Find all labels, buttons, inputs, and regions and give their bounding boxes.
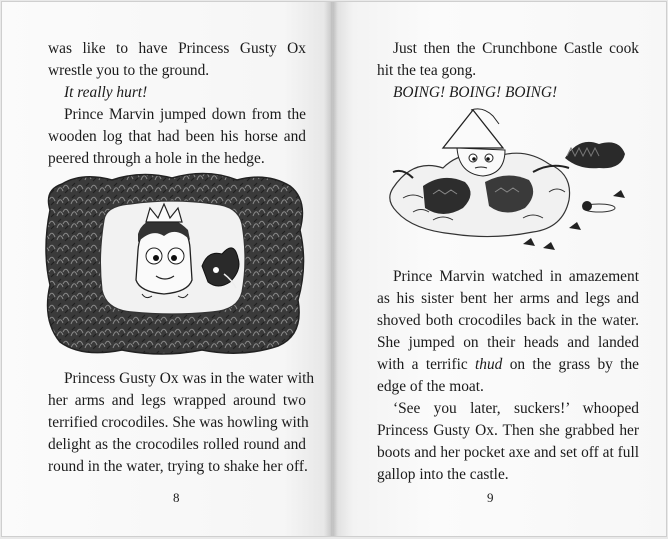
text-line: Prince Marvin watched in amazement xyxy=(393,268,639,285)
text-line: as his sister bent her arms and legs and xyxy=(377,290,639,307)
italic-text: thud xyxy=(475,356,503,373)
paragraph xyxy=(377,82,639,104)
text-line: edge of the moat. xyxy=(377,378,484,395)
left-page-bottom-text xyxy=(48,368,315,478)
text-line: ‘See you later, suckers!’ whooped xyxy=(393,400,639,417)
text-line: wrestle you to the ground. xyxy=(48,62,210,79)
text-line: her arms and legs wrapped around two xyxy=(48,392,306,409)
page-number: 9 xyxy=(487,490,494,505)
text-line: She jumped on their heads and landed xyxy=(377,334,639,351)
paragraph xyxy=(48,368,315,478)
paragraph xyxy=(377,398,639,486)
text-line: Just then the Crunchbone Castle cook xyxy=(393,40,639,57)
italic-text: It really hurt! xyxy=(64,84,148,101)
italic-text: BOING! BOING! BOING! xyxy=(393,84,558,101)
text-line: wooden log that had been his horse and xyxy=(48,128,306,145)
book-spread xyxy=(1,1,667,537)
paragraph xyxy=(48,38,306,82)
text-line xyxy=(377,354,639,376)
paragraph xyxy=(377,266,639,398)
right-page xyxy=(333,2,667,536)
hedge-illustration xyxy=(42,170,308,356)
right-page-bottom-text xyxy=(377,266,639,486)
text-line: Princess Gusty Ox. Then she grabbed her xyxy=(377,422,639,439)
left-page-top-text xyxy=(48,38,306,170)
text-line: shoved both crocodiles back in the water. xyxy=(377,312,639,329)
right-page-top-text xyxy=(377,38,639,104)
text-run: on the grass by the xyxy=(502,356,639,373)
text-line: Princess Gusty Ox was in the water with xyxy=(64,370,315,387)
text-line: boots and her pocket axe and set off at full xyxy=(377,444,639,461)
text-line: gallop into the castle. xyxy=(377,466,509,483)
page-number: 8 xyxy=(173,490,180,505)
text-line: round in the water, trying to shake her off. xyxy=(48,458,308,475)
paragraph xyxy=(48,104,306,170)
text-line: peered through a hole in the hedge. xyxy=(48,150,265,167)
book-gutter-shadow xyxy=(324,2,338,536)
text-line: was like to have Princess Gusty Ox xyxy=(48,40,306,57)
paragraph xyxy=(48,82,306,104)
paragraph xyxy=(377,38,639,82)
text-line: terrified crocodiles. She was howling with xyxy=(48,414,309,431)
text-run: with a terrific xyxy=(377,356,476,373)
text-line: Prince Marvin jumped down from the xyxy=(64,106,306,123)
water-splash-illustration xyxy=(373,108,633,258)
text-line: hit the tea gong. xyxy=(377,62,477,79)
text-line: delight as the crocodiles rolled round and xyxy=(48,436,306,453)
left-page xyxy=(2,2,333,536)
